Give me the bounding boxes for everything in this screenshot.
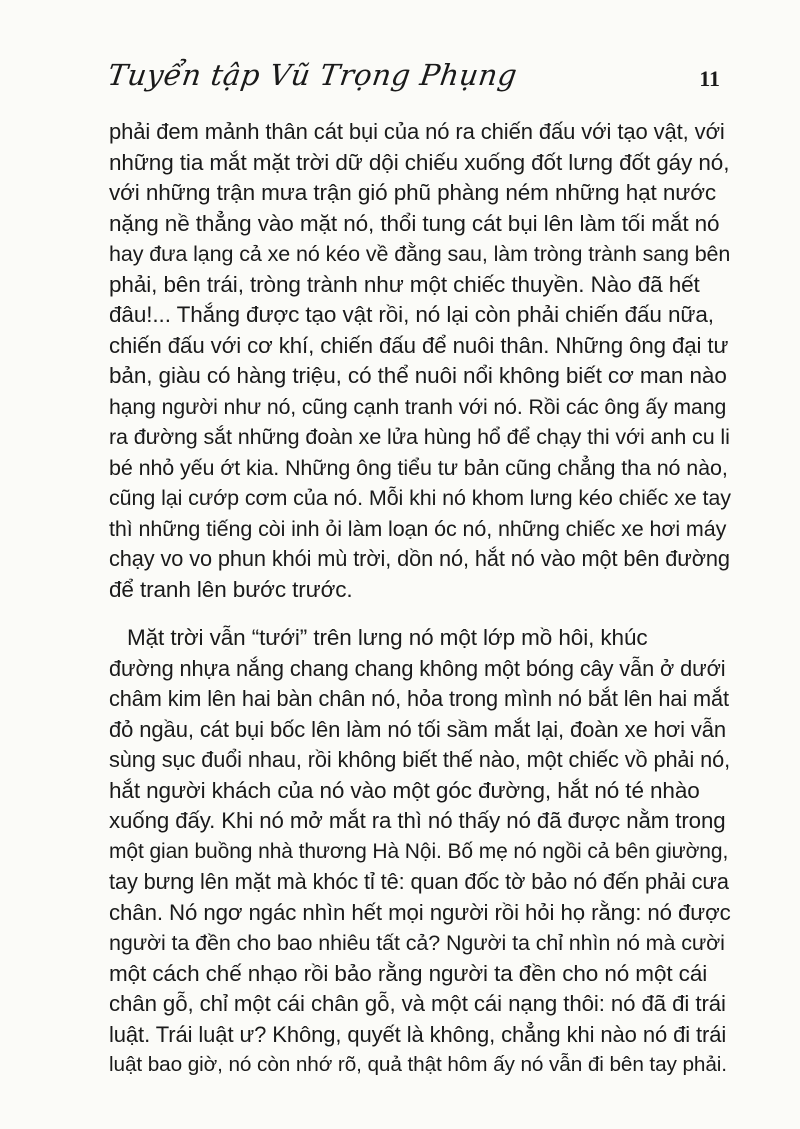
text-line: đường nhựa nắng chang chang không một bóng cây vẫn ở dưới bbox=[109, 655, 726, 681]
text-line: nặng nề thẳng vào mặt nó, thổi tung cát bụi lên làm tối mắt nó bbox=[109, 210, 720, 236]
page-header bbox=[105, 58, 720, 102]
text-line: phải, bên trái, tròng trành như một chiếc thuyền. Nào đã hết bbox=[109, 271, 700, 297]
text-line: chân. Nó ngơ ngác nhìn hết mọi người rồi hỏi họ rằng: nó được bbox=[109, 899, 731, 925]
text-line: tay bưng lên mặt mà khóc tỉ tê: quan đốc tờ bảo nó đến phải cưa bbox=[109, 869, 729, 894]
text-line: luật bao giờ, nó còn nhớ rõ, quả thật hôm ấy nó vẫn đi bên tay phải. bbox=[109, 1053, 727, 1076]
paragraph-gap bbox=[109, 605, 731, 623]
text-line: chạy vo vo phun khói mù trời, dồn nó, hắt nó vào một bên đường bbox=[109, 546, 730, 571]
text-line: một gian buồng nhà thương Hà Nội. Bố mẹ nó ngồi cả bên giường, bbox=[109, 839, 729, 863]
text-line: châm kim lên hai bàn chân nó, hỏa trong mình nó bắt lên hai mắt bbox=[109, 686, 730, 711]
text-line: đỏ ngầu, cát bụi bốc lên làm nó tối sầm mắt lại, đoàn xe hơi vẫn bbox=[109, 716, 727, 742]
text-line: chiến đấu với cơ khí, chiến đấu để nuôi thân. Những ông đại tư bbox=[109, 332, 729, 358]
text-line: để tranh lên bước trước. bbox=[109, 576, 353, 602]
paragraph-1 bbox=[109, 117, 731, 605]
text-line: bản, giàu có hàng triệu, có thể nuôi nổi không biết cơ man nào bbox=[109, 363, 727, 388]
running-title: Tuyển tập Vũ Trọng Phụng bbox=[105, 58, 520, 92]
text-line: bé nhỏ yếu ớt kia. Những ông tiểu tư bản cũng chẳng tha nó nào, bbox=[109, 455, 728, 480]
text-line: một cách chế nhạo rồi bảo rằng người ta đền cho nó một cái bbox=[109, 960, 708, 986]
text-line: hắt người khách của nó vào một góc đường, hắt nó té nhào bbox=[109, 777, 700, 803]
text-line: hay đưa lạng cả xe nó kéo về đằng sau, làm tròng trành sang bên bbox=[109, 242, 731, 266]
text-line: những tia mắt mặt trời dữ dội chiếu xuống đốt lưng đốt gáy nó, bbox=[109, 149, 730, 175]
text-line: với những trận mưa trận gió phũ phàng ném những hạt nước bbox=[109, 180, 717, 205]
text-line-first: Mặt trời vẫn “tưới” trên lưng nó một lớp mồ hôi, khúc bbox=[127, 625, 648, 650]
text-line: sùng sục đuổi nhau, rồi không biết thế nào, một chiếc vồ phải nó, bbox=[109, 747, 731, 772]
text-line: phải đem mảnh thân cát bụi của nó ra chiến đấu với tạo vật, với bbox=[109, 119, 725, 144]
text-line: người ta đền cho bao nhiêu tất cả? Người ta chỉ nhìn nó mà cười bbox=[109, 931, 725, 955]
text-line: ra đường sắt những đoàn xe lửa hùng hổ để chạy thi với anh cu li bbox=[109, 425, 730, 449]
text-line: chân gỗ, chỉ một cái chân gỗ, và một cái nạng thôi: nó đã đi trái bbox=[109, 991, 726, 1016]
body-text bbox=[109, 117, 731, 1081]
text-line: cũng lại cướp cơm của nó. Mỗi khi nó khom lưng kéo chiếc xe tay bbox=[109, 486, 731, 510]
text-line: hạng người như nó, cũng cạnh tranh với nó. Rồi các ông ấy mang bbox=[109, 394, 727, 419]
text-line: thì những tiếng còi inh ỏi làm loạn óc nó, những chiếc xe hơi máy bbox=[109, 516, 727, 541]
text-line: luật. Trái luật ư? Không, quyết là không, chẳng khi nào nó đi trái bbox=[109, 1021, 727, 1047]
paragraph-2 bbox=[109, 623, 731, 1081]
page-number: 11 bbox=[699, 66, 720, 91]
text-line: xuống đấy. Khi nó mở mắt ra thì nó thấy nó đã được nằm trong bbox=[109, 808, 726, 833]
text-line: đâu!... Thắng được tạo vật rồi, nó lại còn phải chiến đấu nữa, bbox=[109, 302, 714, 327]
